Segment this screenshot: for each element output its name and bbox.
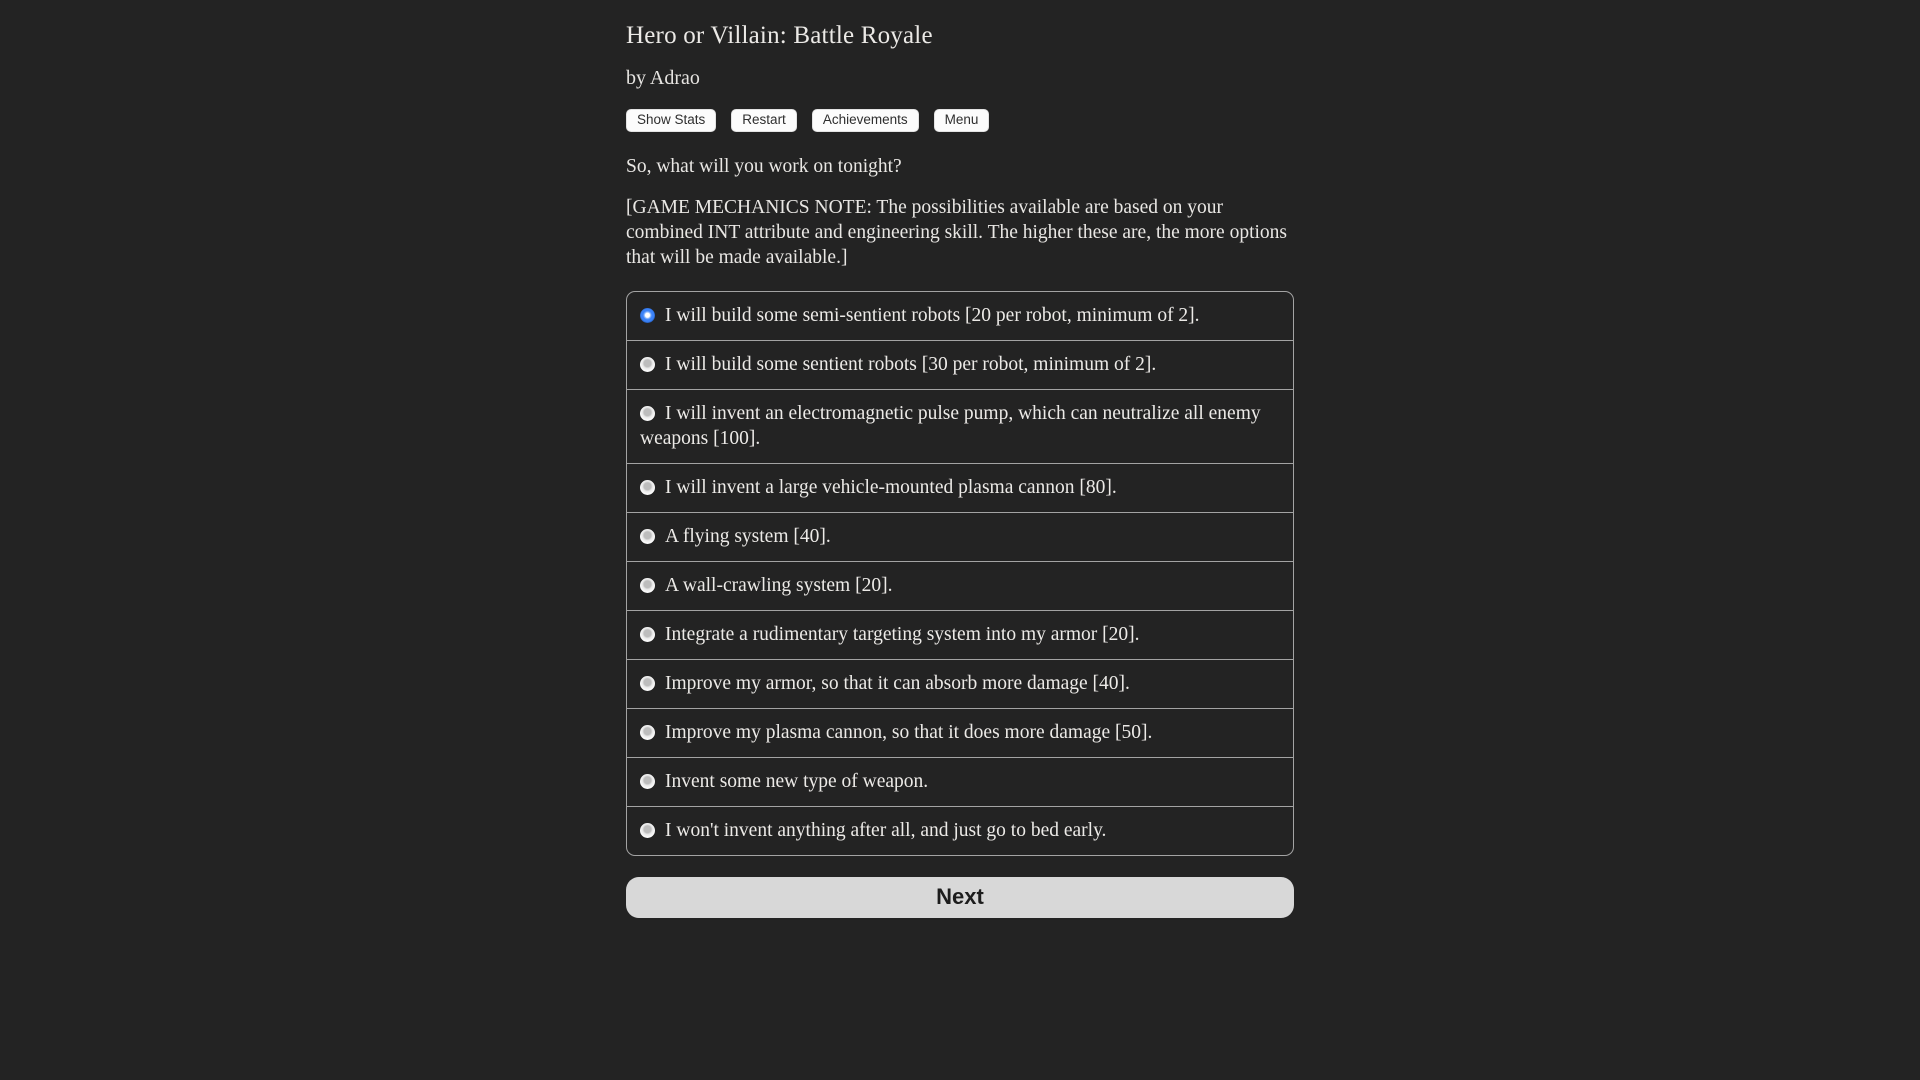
radio-unselected-icon[interactable] bbox=[640, 676, 655, 691]
game-page bbox=[626, 0, 1294, 918]
radio-unselected-icon[interactable] bbox=[640, 480, 655, 495]
story-question: So, what will you work on tonight? bbox=[626, 155, 902, 177]
choice-label: A flying system [40]. bbox=[665, 525, 831, 547]
radio-unselected-icon[interactable] bbox=[640, 774, 655, 789]
radio-unselected-icon[interactable] bbox=[640, 406, 655, 421]
choice-row[interactable] bbox=[627, 513, 1293, 562]
choice-label: Integrate a rudimentary targeting system into my armor [20]. bbox=[665, 623, 1140, 645]
choice-label: Improve my armor, so that it can absorb more damage [40]. bbox=[665, 672, 1130, 694]
choice-label: I will build some sentient robots [30 per robot, minimum of 2]. bbox=[665, 353, 1157, 375]
choice-row[interactable] bbox=[627, 464, 1293, 513]
choice-row[interactable] bbox=[627, 341, 1293, 390]
choice-row[interactable] bbox=[627, 611, 1293, 660]
radio-unselected-icon[interactable] bbox=[640, 357, 655, 372]
toolbar-button-restart[interactable]: Restart bbox=[731, 109, 797, 132]
radio-unselected-icon[interactable] bbox=[640, 578, 655, 593]
toolbar bbox=[626, 109, 1294, 132]
choice-label: I won't invent anything after all, and just go to bed early. bbox=[665, 819, 1107, 841]
choice-row[interactable] bbox=[627, 390, 1293, 464]
choice-label: I will invent an electromagnetic pulse pump, which can neutralize all enemy weapons [100]. bbox=[640, 402, 1261, 449]
toolbar-button-menu[interactable]: Menu bbox=[934, 109, 990, 132]
author-byline: by Adrao bbox=[626, 67, 700, 89]
radio-unselected-icon[interactable] bbox=[640, 627, 655, 642]
toolbar-button-show-stats[interactable]: Show Stats bbox=[626, 109, 716, 132]
choice-row[interactable] bbox=[627, 709, 1293, 758]
choice-label: Invent some new type of weapon. bbox=[665, 770, 929, 792]
radio-unselected-icon[interactable] bbox=[640, 725, 655, 740]
choice-row[interactable] bbox=[627, 562, 1293, 611]
page-title: Hero or Villain: Battle Royale bbox=[626, 22, 933, 49]
choice-row[interactable] bbox=[627, 660, 1293, 709]
mechanics-note: [GAME MECHANICS NOTE: The possibilities available are based on your combined INT attribute and engineering skill. The higher these are, the more options that will be made available.] bbox=[626, 196, 1288, 268]
choice-label: I will build some semi-sentient robots [20 per robot, minimum of 2]. bbox=[665, 304, 1200, 326]
choice-label: A wall-crawling system [20]. bbox=[665, 574, 893, 596]
radio-unselected-icon[interactable] bbox=[640, 529, 655, 544]
choice-row[interactable] bbox=[627, 807, 1293, 855]
radio-unselected-icon[interactable] bbox=[640, 823, 655, 838]
radio-selected-icon[interactable] bbox=[640, 308, 655, 323]
choice-list bbox=[626, 291, 1294, 856]
choice-label: I will invent a large vehicle-mounted plasma cannon [80]. bbox=[665, 476, 1117, 498]
choice-row[interactable] bbox=[627, 758, 1293, 807]
next-button[interactable]: Next bbox=[626, 877, 1294, 918]
choice-row[interactable] bbox=[627, 292, 1293, 341]
toolbar-button-achievements[interactable]: Achievements bbox=[812, 109, 919, 132]
choice-label: Improve my plasma cannon, so that it does more damage [50]. bbox=[665, 721, 1153, 743]
